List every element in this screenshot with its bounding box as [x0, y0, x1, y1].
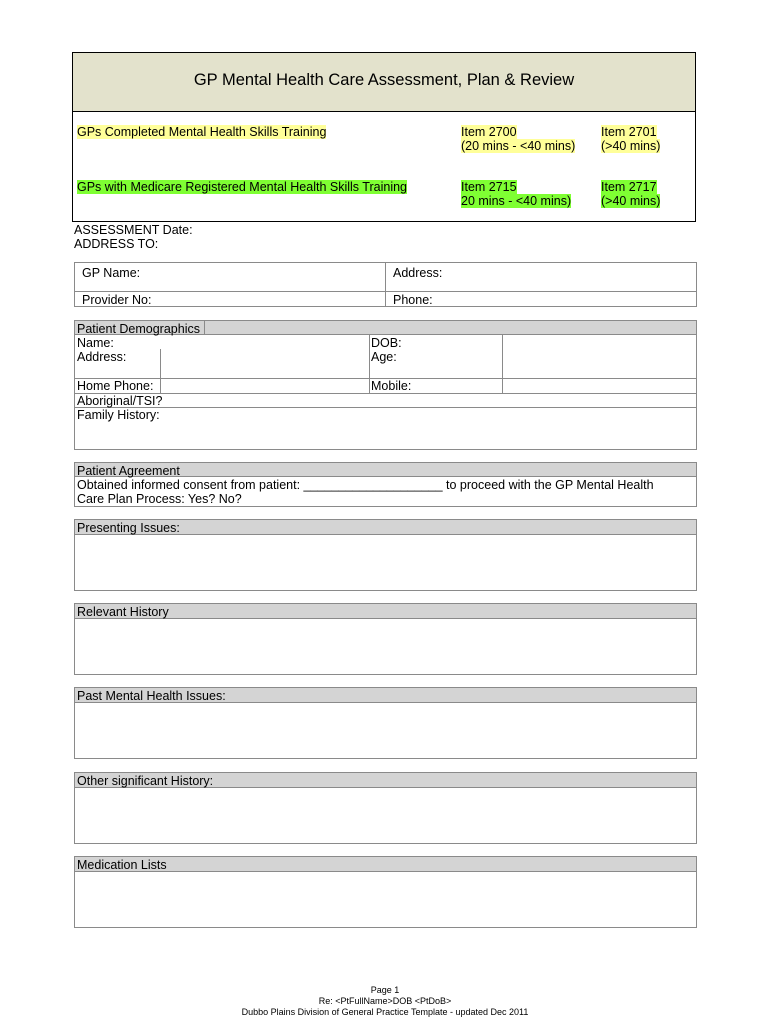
demographics-col2 — [369, 335, 370, 393]
demographics-col3 — [502, 335, 503, 393]
family-history-field[interactable]: Family History: — [77, 408, 160, 422]
phone-field[interactable]: Phone: — [393, 293, 433, 307]
relevant-history-box[interactable] — [74, 603, 697, 675]
page-title: GP Mental Health Care Assessment, Plan & Review — [193, 71, 575, 89]
title-band — [73, 53, 695, 112]
patient-name-field[interactable]: Name: — [77, 336, 114, 350]
past-mental-health-box[interactable] — [74, 687, 697, 759]
demographics-heading-edge — [204, 321, 205, 335]
medication-lists-box[interactable] — [74, 856, 697, 928]
relevant-history-heading: Relevant History — [77, 605, 169, 619]
item-2715-duration: 20 mins - <40 mins) — [461, 194, 572, 208]
item-2701-label: Item 2701 — [601, 125, 657, 139]
presenting-issues-box[interactable] — [74, 519, 697, 591]
gp-info-table — [74, 262, 697, 307]
patient-demographics-table — [74, 320, 697, 450]
demographics-row-line-3 — [75, 407, 696, 408]
footer-page-number: Page 1 — [370, 985, 400, 995]
patient-address-field[interactable]: Address: — [77, 350, 127, 364]
header-block — [72, 52, 696, 222]
item-2700-label: Item 2700 — [461, 125, 517, 139]
patient-agreement-box — [74, 462, 697, 507]
item-2715-label: Item 2715 — [461, 180, 517, 194]
demographics-heading: Patient Demographics — [77, 322, 200, 336]
item-2717-duration: (>40 mins) — [601, 194, 661, 208]
medication-lists-heading: Medication Lists — [77, 858, 167, 872]
medication-header-band — [75, 857, 696, 872]
footer-patient-ref: Re: <PtFullName>DOB <PtDoB> — [318, 996, 452, 1006]
presenting-issues-heading: Presenting Issues: — [77, 521, 180, 535]
address-to-label: ADDRESS TO: — [74, 237, 159, 251]
skills-training-label: GPs Completed Mental Health Skills Training — [77, 125, 327, 139]
item-2700-duration: (20 mins - <40 mins) — [461, 139, 576, 153]
demographics-row-line-2 — [75, 393, 696, 394]
gp-address-field[interactable]: Address: — [393, 266, 443, 280]
age-field[interactable]: Age: — [371, 350, 397, 364]
provider-no-field[interactable]: Provider No: — [82, 293, 152, 307]
assessment-date-label: ASSESSMENT Date: — [74, 223, 193, 237]
demographics-col1 — [160, 349, 161, 393]
medicare-training-label: GPs with Medicare Registered Mental Health Skills Training — [77, 180, 407, 194]
item-2701-duration: (>40 mins) — [601, 139, 661, 153]
consent-line[interactable]: Obtained informed consent from patient: ____________________ to proceed with the GP Mental Health — [77, 478, 654, 492]
other-history-box[interactable] — [74, 772, 697, 844]
gp-name-field[interactable]: GP Name: — [82, 266, 141, 280]
past-mental-health-heading: Past Mental Health Issues: — [77, 689, 226, 703]
gp-table-column-divider — [385, 263, 386, 306]
agreement-heading: Patient Agreement — [77, 464, 180, 478]
aboriginal-tsi-field[interactable]: Aboriginal/TSI? — [77, 394, 163, 408]
item-2717-label: Item 2717 — [601, 180, 657, 194]
consent-yes-no[interactable]: Care Plan Process: Yes? No? — [77, 492, 242, 506]
mobile-field[interactable]: Mobile: — [371, 379, 412, 393]
other-history-heading: Other significant History: — [77, 774, 214, 788]
dob-field[interactable]: DOB: — [371, 336, 402, 350]
home-phone-field[interactable]: Home Phone: — [77, 379, 154, 393]
footer-template-note: Dubbo Plains Division of General Practice Template - updated Dec 2011 — [241, 1007, 529, 1017]
